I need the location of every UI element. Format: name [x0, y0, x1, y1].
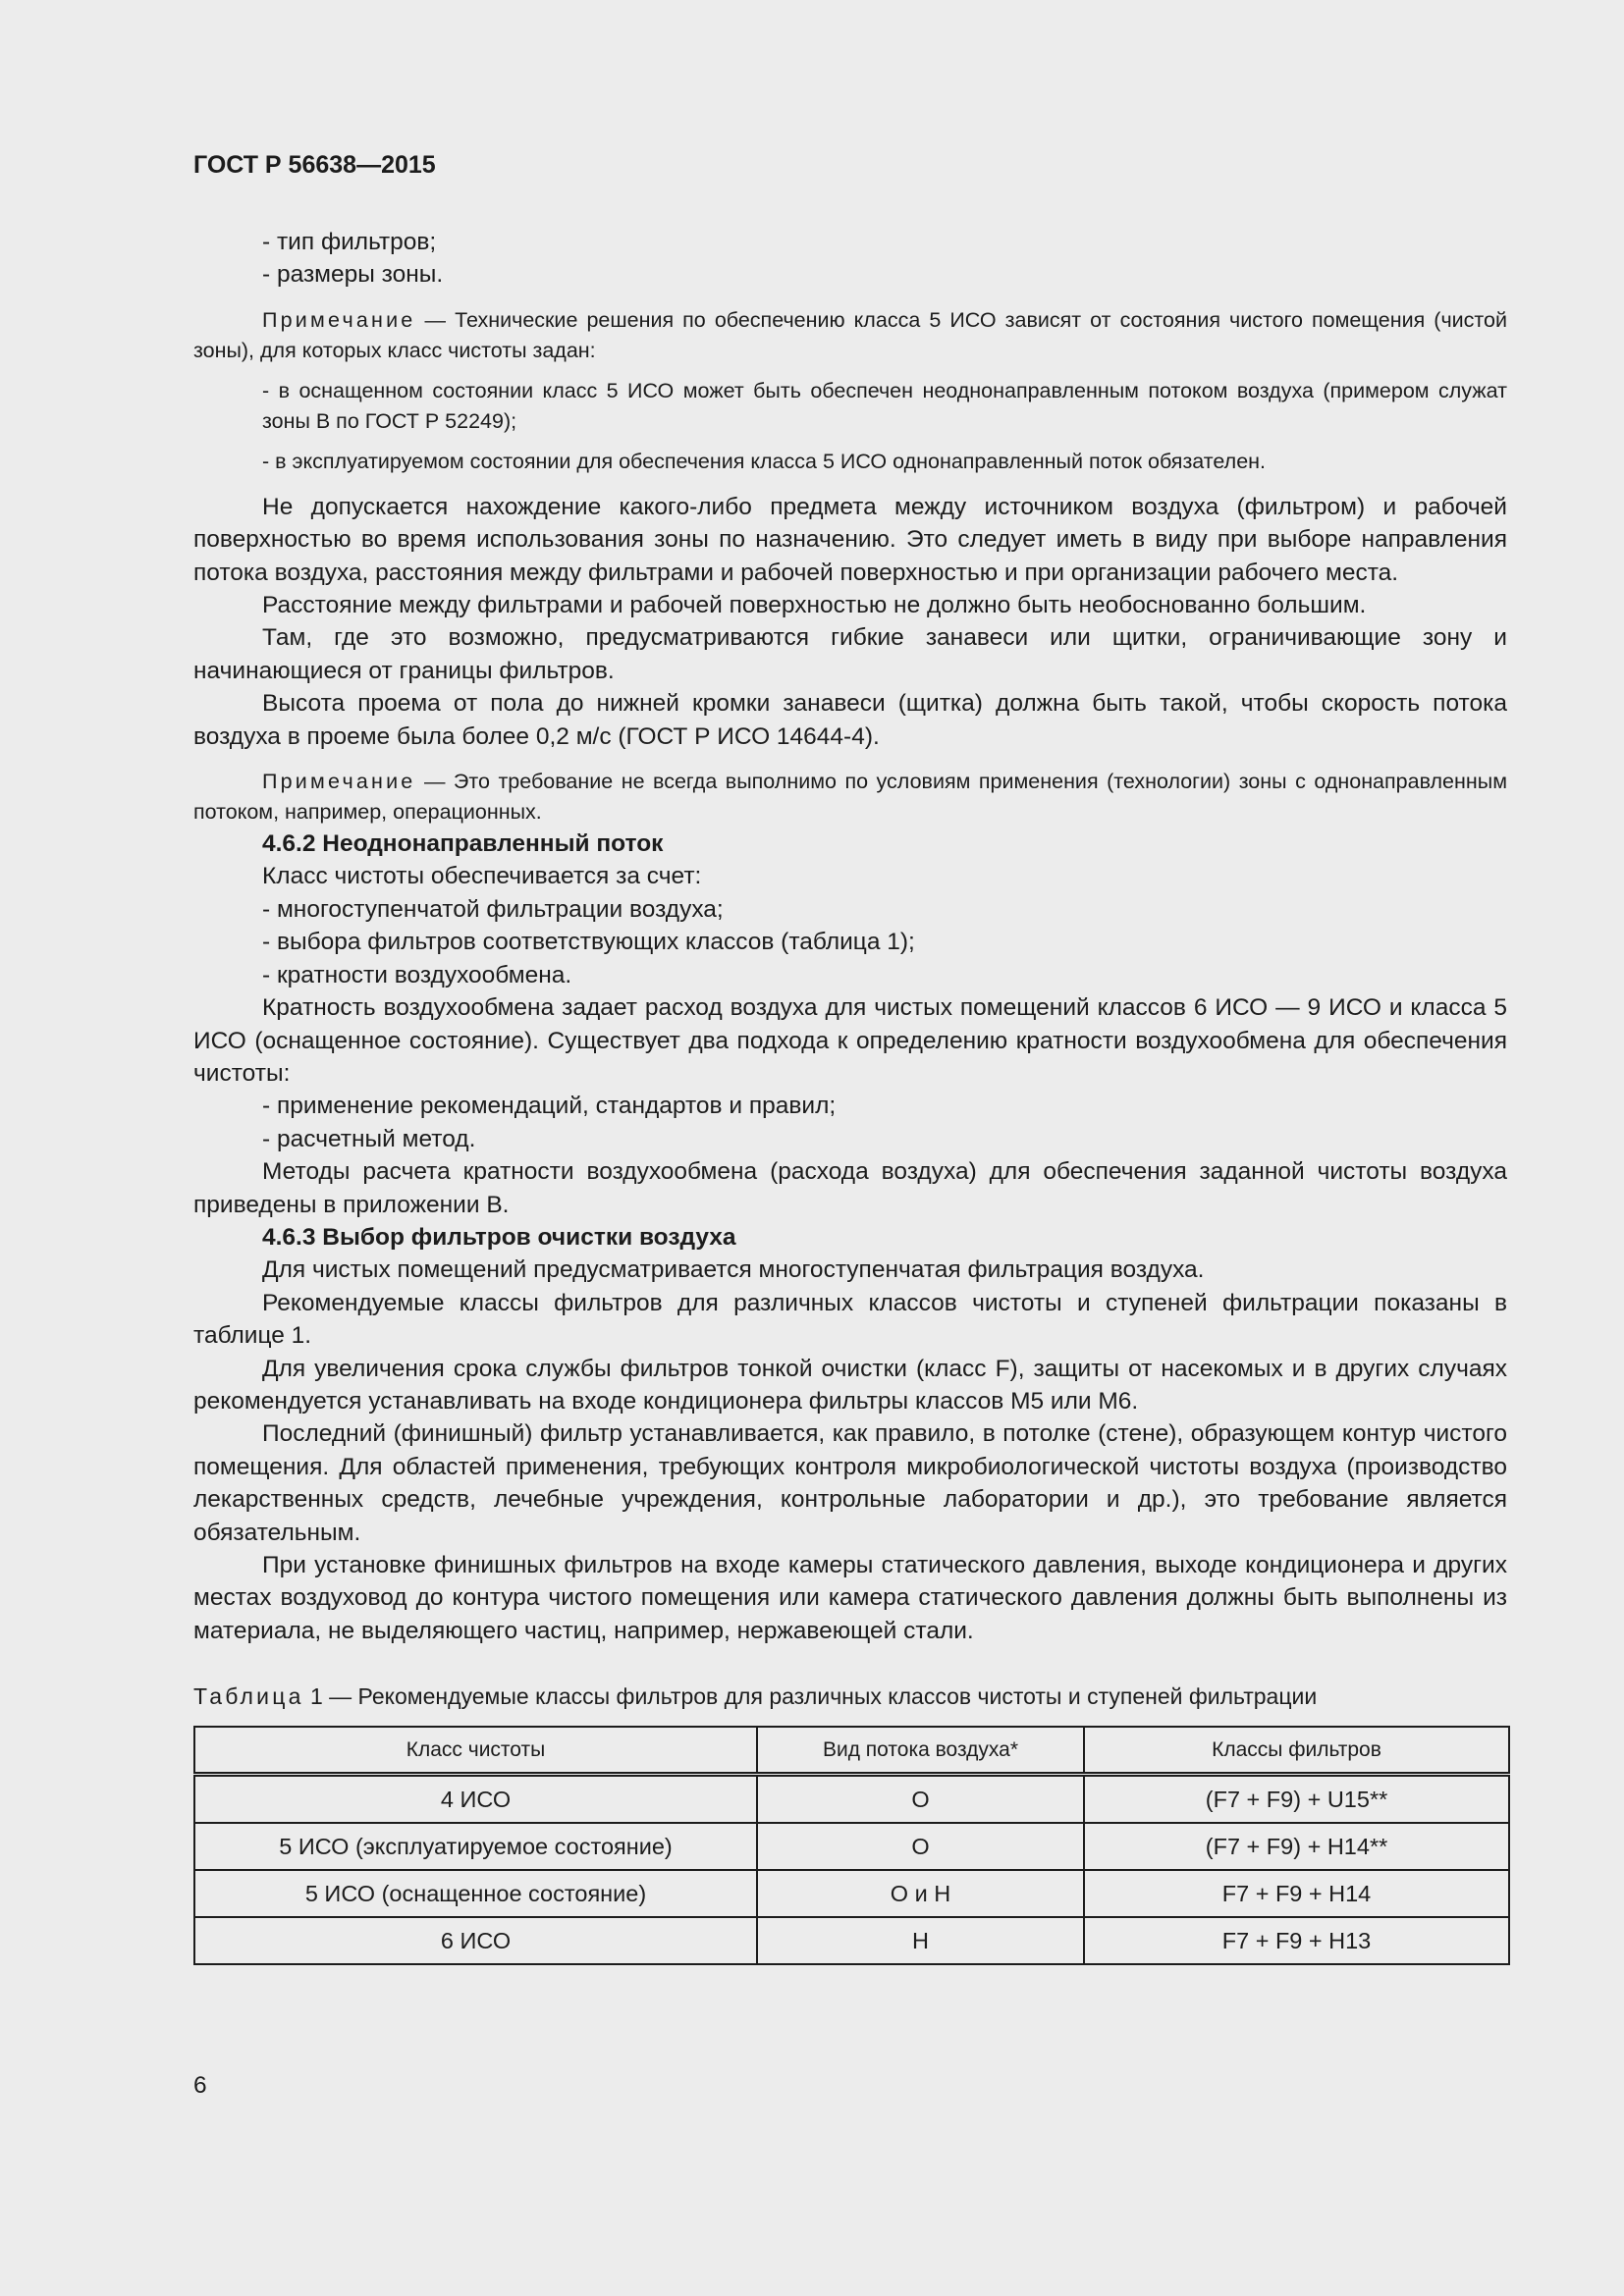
note — [193, 305, 1507, 366]
note-label: Примечание — [262, 307, 416, 332]
note — [193, 767, 1507, 828]
table-cell: F7 + F9 + H13 — [1084, 1917, 1509, 1964]
document-header: ГОСТ Р 56638—2015 — [193, 151, 436, 179]
paragraph: Для чистых помещений предусматривается многоступенчатая фильтрация воздуха. — [262, 1256, 1205, 1284]
list-item: - многоступенчатой фильтрации воздуха; — [262, 895, 724, 923]
note-list-item: - в эксплуатируемом состоянии для обеспечения класса 5 ИСО однонаправленный поток обязателен. — [262, 449, 1266, 473]
table-cell: О — [757, 1823, 1084, 1870]
table-cell: (F7 + F9) + H14** — [1084, 1823, 1509, 1870]
table-caption-text: 1 — Рекомендуемые классы фильтров для различных классов чистоты и ступеней фильтрации — [303, 1683, 1318, 1710]
table-row — [194, 1775, 1509, 1824]
table-cell: Н — [757, 1917, 1084, 1964]
table-row — [194, 1870, 1509, 1917]
table-row — [194, 1917, 1509, 1964]
paragraph: Не допускается нахождение какого-либо предмета между источником воздуха (фильтром) и рабочей поверхностью во время использования зоны по назначению. Это следует иметь в виду при выборе направления потока воздуха, расстояния между фильтрами и рабочей поверхностью и при организации рабочего места. — [193, 493, 1507, 586]
paragraph: Кратность воздухообмена задает расход воздуха для чистых помещений классов 6 ИСО — 9 ИСО и класса 5 ИСО (оснащенное состояние). Существует два подхода к определению кратности воздухообмена для обеспечения чистоты: — [193, 994, 1507, 1087]
body-text — [193, 226, 1507, 1647]
note-label: Примечание — [262, 770, 416, 794]
table-header-row — [194, 1727, 1509, 1775]
paragraph: Для увеличения срока службы фильтров тонкой очистки (класс F), защиты от насекомых и в других случаях рекомендуется устанавливать на входе кондиционера фильтры классов М5 или М6. — [193, 1355, 1507, 1415]
table-cell: 4 ИСО — [194, 1775, 757, 1824]
list-item: - выбора фильтров соответствующих классов (таблица 1); — [262, 929, 915, 956]
note-list-item: - в оснащенном состоянии класс 5 ИСО может быть обеспечен неоднонаправленным потоком воздуха (примером служат зоны В по ГОСТ Р 52249); — [262, 378, 1507, 433]
table-caption-label: Таблица — [193, 1683, 304, 1710]
column-header: Класс чистоты — [194, 1727, 757, 1775]
section-heading: 4.6.3 Выбор фильтров очистки воздуха — [262, 1223, 736, 1251]
table-cell: О и Н — [757, 1870, 1084, 1917]
note-text: — Это требование не всегда выполнимо по условиям применения (технологии) зоны с однонаправленным потоком, например, операционных. — [193, 770, 1507, 825]
paragraph: Последний (финишный) фильтр устанавливается, как правило, в потолке (стене), образующем контур чистого помещения. Для областей применения, требующих контроля микробиологической чистоты воздуха (производство лекарственных средств, лечебные учреждения, контрольные лаборатории и др.), это требование является обязательным. — [193, 1420, 1507, 1546]
list-item: - размеры зоны. — [262, 261, 444, 289]
paragraph: Класс чистоты обеспечивается за счет: — [262, 863, 702, 890]
table-row — [194, 1823, 1509, 1870]
table-cell: (F7 + F9) + U15** — [1084, 1775, 1509, 1824]
paragraph: Высота проема от пола до нижней кромки занавеси (щитка) должна быть такой, чтобы скорость потока воздуха в проеме была более 0,2 м/с (ГОСТ Р ИСО 14644-4). — [193, 690, 1507, 750]
filter-classes-table — [193, 1726, 1510, 1965]
note-text: — Технические решения по обеспечению класса 5 ИСО зависят от состояния чистого помещения (чистой зоны), для которых класс чистоты задан: — [193, 307, 1507, 362]
paragraph: Методы расчета кратности воздухообмена (расхода воздуха) для обеспечения заданной чистоты воздуха приведены в приложении В. — [193, 1158, 1507, 1218]
paragraph: Расстояние между фильтрами и рабочей поверхностью не должно быть необоснованно большим. — [262, 592, 1367, 619]
table-cell: 5 ИСО (оснащенное состояние) — [194, 1870, 757, 1917]
paragraph: При установке финишных фильтров на входе камеры статического давления, выходе кондиционера и других местах воздуховод до контура чистого помещения или камера статического давления должны быть выполнены из материала, не выделяющего частиц, например, нержавеющей стали. — [193, 1552, 1507, 1644]
page-number: 6 — [193, 2072, 207, 2099]
table-cell: 5 ИСО (эксплуатируемое состояние) — [194, 1823, 757, 1870]
section-heading: 4.6.2 Неоднонаправленный поток — [262, 830, 664, 858]
column-header: Вид потока воздуха* — [757, 1727, 1084, 1775]
paragraph: Там, где это возможно, предусматриваются гибкие занавеси или щитки, ограничивающие зону и начинающиеся от границы фильтров. — [193, 624, 1507, 684]
table-cell: 6 ИСО — [194, 1917, 757, 1964]
list-item: - расчетный метод. — [262, 1125, 476, 1152]
list-item: - кратности воздухообмена. — [262, 961, 572, 988]
document-page — [193, 145, 1507, 1965]
list-item: - применение рекомендаций, стандартов и правил; — [262, 1093, 837, 1120]
table-caption — [193, 1681, 1507, 1712]
table-cell: F7 + F9 + H14 — [1084, 1870, 1509, 1917]
table-cell: О — [757, 1775, 1084, 1824]
column-header: Классы фильтров — [1084, 1727, 1509, 1775]
list-item: - тип фильтров; — [262, 229, 437, 255]
paragraph: Рекомендуемые классы фильтров для различных классов чистоты и ступеней фильтрации показаны в таблице 1. — [193, 1289, 1507, 1350]
